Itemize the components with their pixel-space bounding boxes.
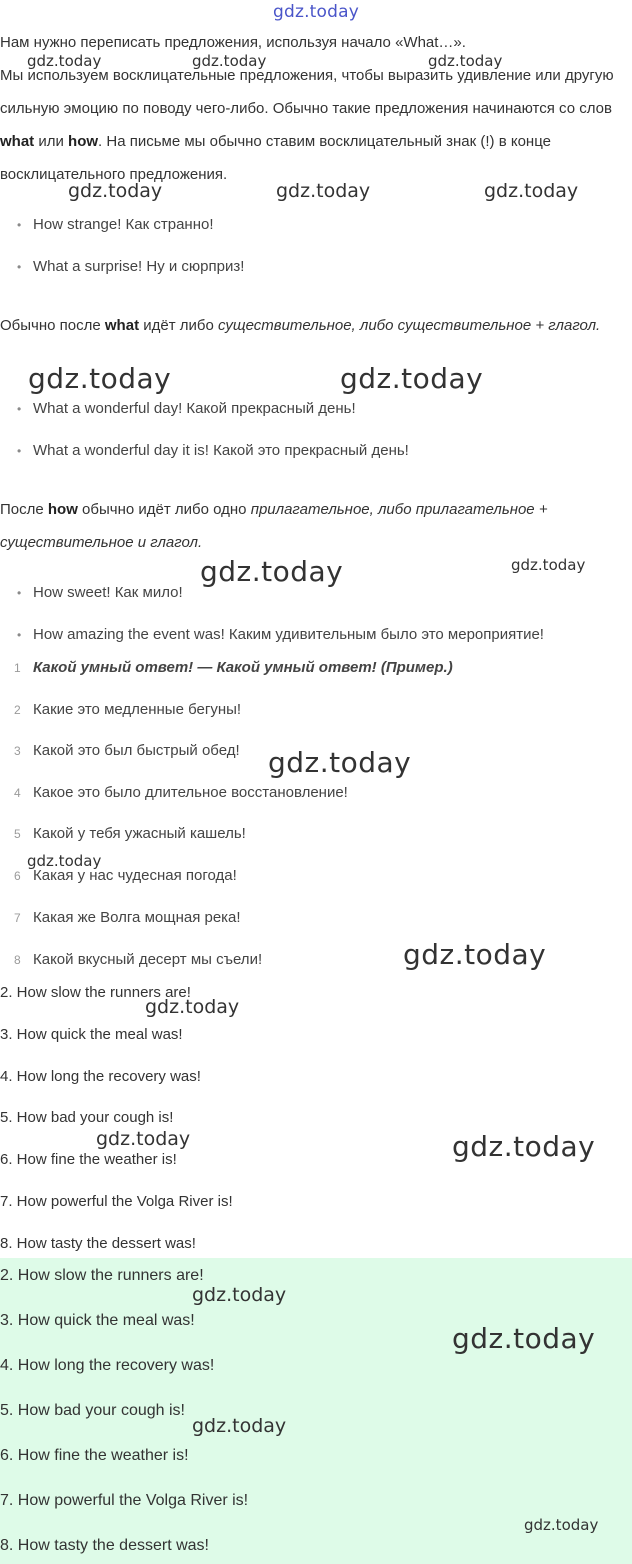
site-logo[interactable]: gdz.today	[272, 2, 360, 22]
bullet-item: • How strange! Как странно!	[17, 216, 214, 233]
watermark: gdz.today	[428, 52, 503, 70]
watermark: gdz.today	[96, 1128, 191, 1150]
watermark: gdz.today	[68, 180, 163, 202]
watermark: gdz.today	[268, 746, 412, 779]
task-item: 1 Какой умный ответ! — Какой умный ответ! (Пример.)	[14, 659, 453, 676]
watermark: gdz.today	[27, 852, 102, 870]
task-item: 6 Какая у нас чудесная погода!	[14, 867, 237, 884]
answer-line: 3. How quick the meal was!	[0, 1026, 183, 1043]
answer-line: 8. How tasty the dessert was!	[0, 1235, 196, 1252]
bullet-item: • What a wonderful day! Какой прекрасный день!	[17, 400, 356, 417]
bullet-dot-icon: •	[17, 260, 22, 274]
watermark: gdz.today	[511, 556, 586, 574]
highlighted-answer-line: 4. How long the recovery was!	[0, 1357, 215, 1374]
answer-line: 2. How slow the runners are!	[0, 984, 191, 1001]
keyword-what: what	[0, 133, 35, 150]
task-item: 2 Какие это медленные бегуны!	[14, 701, 242, 718]
answer-line: 7. How powerful the Volga River is!	[0, 1193, 233, 1210]
task-item: 5 Какой у тебя ужасный кашель!	[14, 825, 246, 842]
watermark: gdz.today	[200, 555, 344, 588]
watermark: gdz.today	[484, 180, 579, 202]
highlighted-answer-line: 8. How tasty the dessert was!	[0, 1537, 209, 1554]
bullet-item: • How amazing the event was! Каким удивительным было это мероприятие!	[17, 626, 544, 643]
intro-paragraph: Мы используем восклицательные предложения, чтобы выразить удивление или другую сильную эмоцию по поводу чего-либо. Обычно такие предложения начинаются со слов what или how. На письме мы обычно ставим восклицательный знак (!) в конце восклицательного предложения.	[0, 67, 614, 183]
watermark: gdz.today	[452, 1130, 596, 1163]
highlighted-answer-line: 7. How powerful the Volga River is!	[0, 1492, 249, 1509]
highlighted-answer-line: 3. How quick the meal was!	[0, 1312, 195, 1329]
watermark: gdz.today	[276, 180, 371, 202]
bullet-dot-icon: •	[17, 444, 22, 458]
highlighted-answer-line: 2. How slow the runners are!	[0, 1267, 204, 1284]
answer-line: 6. How fine the weather is!	[0, 1151, 177, 1168]
watermark: gdz.today	[403, 938, 547, 971]
watermark: gdz.today	[192, 1284, 287, 1306]
watermark: gdz.today	[452, 1322, 596, 1355]
watermark: gdz.today	[340, 362, 484, 395]
keyword-how: how	[68, 133, 99, 150]
how-rule-paragraph: После how обычно идёт либо одно прилагательное, либо прилагательное + существительное и глагол.	[0, 501, 548, 551]
answer-line: 4. How long the recovery was!	[0, 1068, 201, 1085]
watermark: gdz.today	[192, 1415, 287, 1437]
task-item: 4 Какое это было длительное восстановление!	[14, 784, 348, 801]
watermark: gdz.today	[145, 996, 240, 1018]
task-item: 7 Какая же Волга мощная река!	[14, 909, 241, 926]
answer-line: 5. How bad your cough is!	[0, 1109, 174, 1126]
watermark: gdz.today	[28, 362, 172, 395]
bullet-item: • How sweet! Как мило!	[17, 584, 183, 601]
bullet-dot-icon: •	[17, 218, 22, 232]
highlighted-answer-line: 6. How fine the weather is!	[0, 1447, 189, 1464]
task-item: 8 Какой вкусный десерт мы съели!	[14, 951, 263, 968]
bullet-item: • What a surprise! Ну и сюрприз!	[17, 258, 245, 275]
bullet-dot-icon: •	[17, 402, 22, 416]
bullet-dot-icon: •	[17, 586, 22, 600]
watermark: gdz.today	[524, 1516, 599, 1534]
bullet-dot-icon: •	[17, 628, 22, 642]
highlighted-answer-line: 5. How bad your cough is!	[0, 1402, 185, 1419]
bullet-item: • What a wonderful day it is! Какой это прекрасный день!	[17, 442, 409, 459]
what-rule-paragraph: Обычно после what идёт либо существительное, либо существительное + глагол.	[0, 317, 601, 334]
task-item: 3 Какой это был быстрый обед!	[14, 742, 240, 759]
watermark: gdz.today	[27, 52, 102, 70]
intro-line: Нам нужно переписать предложения, используя начало «What…».	[0, 34, 466, 51]
watermark: gdz.today	[192, 52, 267, 70]
